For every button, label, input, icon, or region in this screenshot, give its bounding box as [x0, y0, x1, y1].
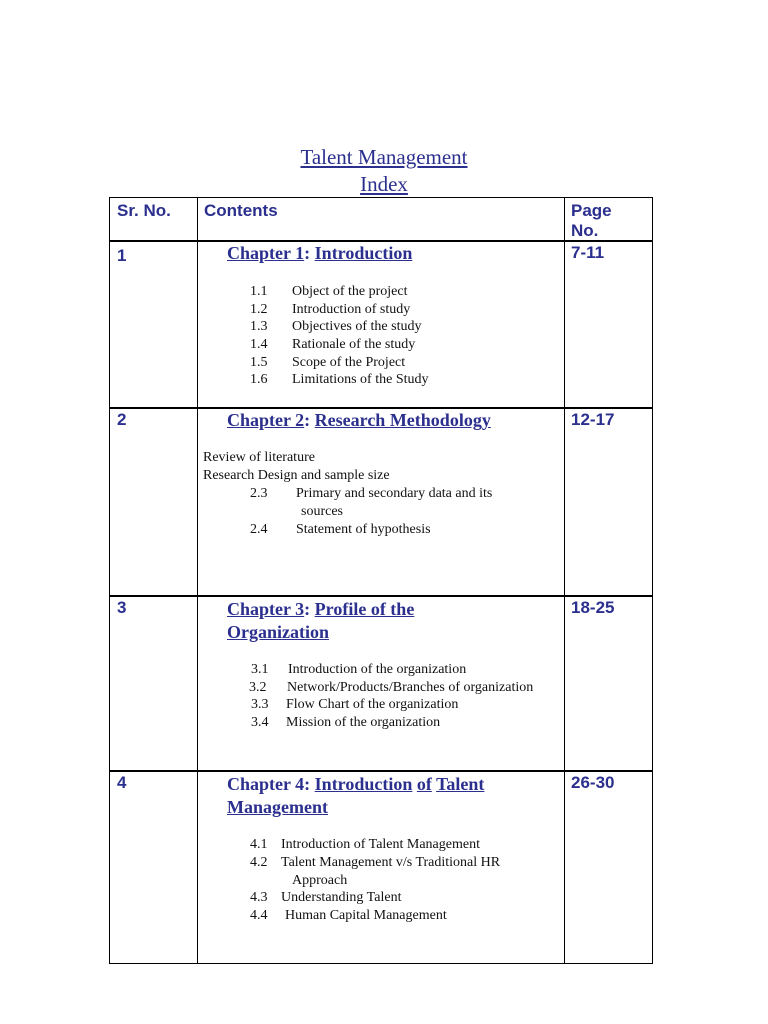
row-divider [110, 407, 652, 409]
list-item: 2.3 Primary and secondary data and its [250, 486, 493, 501]
list-item: 3.2 Network/Products/Branches of organization [249, 680, 534, 695]
row-1-chapter-heading: Chapter 1: Introduction [227, 243, 413, 263]
chapter-3-title: Profile of the [314, 599, 415, 619]
chapter-3-label: Chapter 3 [227, 599, 305, 619]
list-item: 4.3 Understanding Talent [250, 890, 402, 905]
list-item: 1.3 Objectives of the study [250, 319, 422, 334]
row-2-sr-no: 2 [117, 410, 127, 429]
row-divider [110, 595, 652, 597]
document-title: Talent Management [300, 145, 468, 169]
header-sr-no: Sr. No. [117, 201, 171, 220]
row-4-pages: 26-30 [571, 773, 615, 792]
row-1-sr-no: 1 [117, 246, 127, 265]
row-2-chapter-heading: Chapter 2: Research Methodology [227, 410, 491, 430]
row-divider [110, 770, 652, 772]
chapter-1-title: Introduction [314, 243, 413, 263]
list-item: 4.2 Talent Management v/s Traditional HR [250, 855, 501, 870]
row-3-chapter-heading: Chapter 3: Profile of the Organization [227, 599, 415, 642]
header-page-no: Page No. [571, 201, 612, 240]
document-subtitle: Index [360, 172, 408, 196]
list-item: 1.5 Scope of the Project [250, 355, 406, 370]
list-item: 4.1 Introduction of Talent Management [250, 837, 480, 852]
row-1-pages: 7-11 [571, 243, 605, 262]
column-divider [564, 198, 565, 963]
row-4-sr-no: 4 [117, 773, 127, 792]
list-item: 1.4 Rationale of the study [250, 337, 416, 352]
list-item: 3.1 Introduction of the organization [251, 662, 467, 677]
list-item-continuation: sources [301, 504, 343, 519]
chapter-1-label: Chapter 1 [227, 243, 305, 263]
chapter-2-label: Chapter 2 [227, 410, 305, 430]
list-item: 3.4 Mission of the organization [251, 715, 441, 730]
index-table [109, 197, 653, 964]
column-divider [197, 198, 198, 963]
list-item: 1.1 Object of the project [250, 284, 408, 299]
row-3-pages: 18-25 [571, 598, 615, 617]
list-item: 2.4 Statement of hypothesis [250, 522, 431, 537]
chapter-2-title: Research Methodology [314, 410, 491, 430]
chapter-3-title-line2: Organization [227, 622, 329, 642]
list-item: Review of literature [203, 450, 315, 465]
list-item-continuation: Approach [292, 873, 348, 888]
row-2-pages: 12-17 [571, 410, 615, 429]
list-item: 1.2 Introduction of study [250, 302, 411, 317]
list-item: 3.3 Flow Chart of the organization [251, 697, 459, 712]
row-4-chapter-heading: Chapter 4: Introduction of Talent Management [227, 774, 485, 817]
header-contents: Contents [204, 201, 278, 220]
row-3-sr-no: 3 [117, 598, 127, 617]
list-item: 1.6 Limitations of the Study [250, 372, 429, 387]
chapter-4-label: Chapter 4: [227, 774, 315, 794]
chapter-4-title-line2: Management [227, 797, 328, 817]
list-item: Research Design and sample size [203, 468, 390, 483]
list-item: 4.4 Human Capital Management [250, 908, 447, 923]
